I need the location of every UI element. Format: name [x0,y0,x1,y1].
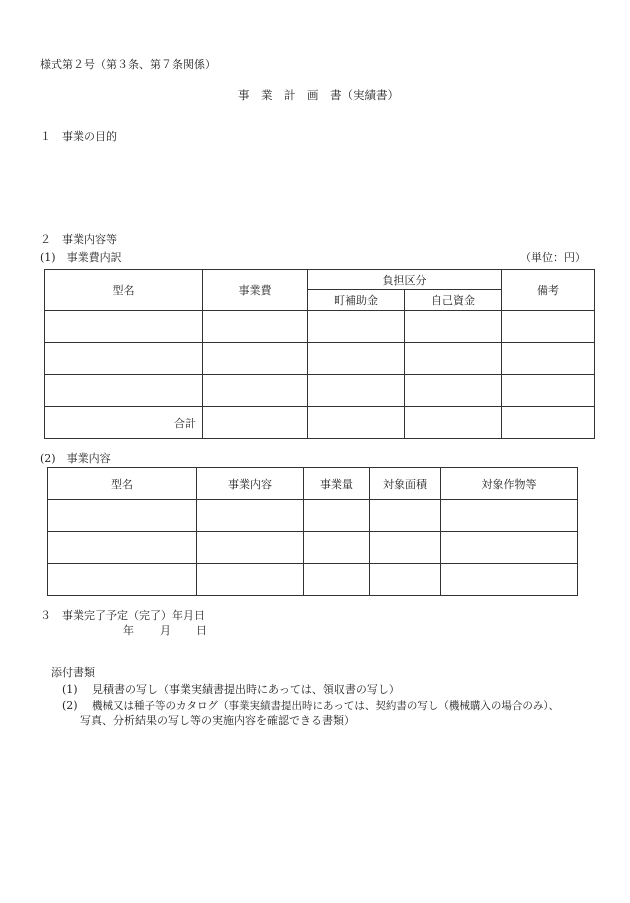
header-cost: 事業費 [203,270,308,311]
cell[interactable] [441,500,578,532]
attachment-2-continuation: 写真、分析結果の写し等の実施内容を確認できる書類） [80,714,355,727]
section3-heading: ３ 事業完了予定（完了）年月日 [40,609,205,622]
header-content: 事業内容 [197,468,304,500]
unit-label: （単位：円） [520,251,586,264]
cell[interactable] [48,532,197,564]
attachment-2-number: (2) [62,699,78,712]
cell[interactable] [304,564,370,596]
cell[interactable] [370,532,441,564]
cell[interactable] [502,407,595,439]
header-crops: 対象作物等 [441,468,578,500]
cell[interactable] [405,311,502,343]
cell[interactable] [441,532,578,564]
day-label: 日 [196,624,207,637]
cell[interactable] [308,343,405,375]
document-title: 事 業 計 画 書（実績書） [238,88,399,102]
table-row [45,311,595,343]
header-area: 対象面積 [370,468,441,500]
attachment-2-text: 機械又は種子等のカタログ（事業実績書提出時にあっては、契約書の写し（機械購入の場合のみ）、 [92,700,560,712]
cell[interactable] [370,500,441,532]
header-quantity: 事業量 [304,468,370,500]
header-town-subsidy: 町補助金 [308,290,405,311]
cell[interactable] [197,564,304,596]
header-model: 型名 [45,270,203,311]
cell[interactable] [197,500,304,532]
attachment-1-number: (1) [62,683,78,696]
header-burden: 負担区分 [308,270,502,290]
section1-heading: １ 事業の目的 [40,130,117,143]
cell[interactable] [45,311,203,343]
cell[interactable] [203,311,308,343]
cell[interactable] [48,564,197,596]
month-label: 月 [160,624,171,637]
cell[interactable] [304,500,370,532]
subsection2-heading: (2) 事業内容 [40,452,111,465]
table-row [48,532,578,564]
cell[interactable] [304,532,370,564]
total-row [45,407,595,439]
cell[interactable] [203,407,308,439]
table-row [48,500,578,532]
table-row [45,375,595,407]
cell[interactable] [203,343,308,375]
attachment-1-text: 見積書の写し（事業実績書提出時にあっては、領収書の写し） [92,683,400,696]
form-number: 様式第２号（第３条、第７条関係） [40,58,216,71]
table-row [48,564,578,596]
cost-breakdown-table [44,269,595,439]
cell[interactable] [441,564,578,596]
cell[interactable] [405,343,502,375]
subsection1-heading: (1) 事業費内訳 [40,251,122,264]
header-model: 型名 [48,468,197,500]
header-own-funds: 自己資金 [405,290,502,311]
cell[interactable] [48,500,197,532]
attachments-heading: 添付書類 [51,666,95,679]
cell[interactable] [203,375,308,407]
cell[interactable] [308,375,405,407]
header-remarks: 備考 [502,270,595,311]
cell[interactable] [502,343,595,375]
cell[interactable] [370,564,441,596]
cell[interactable] [405,375,502,407]
total-label: 合計 [45,407,203,439]
cell[interactable] [405,407,502,439]
cell[interactable] [45,375,203,407]
cell[interactable] [308,311,405,343]
project-content-table [47,467,578,596]
cell[interactable] [502,375,595,407]
cell[interactable] [308,407,405,439]
section2-heading: ２ 事業内容等 [40,233,117,246]
year-label: 年 [123,624,134,637]
table-row [45,343,595,375]
cell[interactable] [197,532,304,564]
cell[interactable] [502,311,595,343]
cell[interactable] [45,343,203,375]
